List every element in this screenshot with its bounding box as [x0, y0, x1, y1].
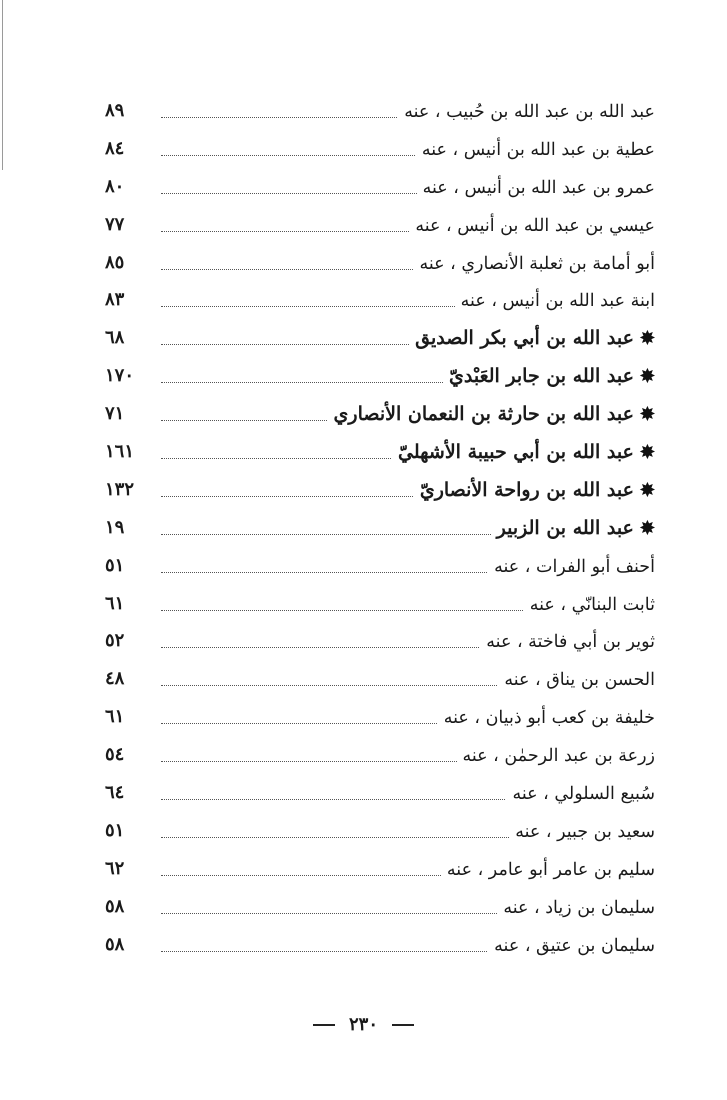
entry-label	[398, 102, 655, 122]
page-number: ٧٧	[105, 213, 125, 235]
index-entry	[105, 553, 655, 591]
entry-name: عمرو بن عبد الله بن أنيس ، عنه	[422, 177, 655, 198]
entry-label	[497, 898, 655, 918]
entry-name: سُبيع السلولي ، عنه	[512, 784, 655, 805]
page-number: ٥٨	[105, 933, 125, 955]
entry-name: زرعة بن عبد الرحمٰن ، عنه	[462, 746, 655, 767]
entry-label	[409, 327, 655, 349]
index-heading-entry	[105, 515, 655, 553]
index-entry	[105, 856, 655, 894]
entry-name: عبد الله بن أبي بكر الصديق	[415, 327, 634, 350]
folio-dash-right	[392, 1024, 414, 1026]
entry-label	[413, 254, 655, 274]
index-entry	[105, 894, 655, 932]
asterism-icon: ✸	[639, 442, 655, 464]
page-number: ٥٤	[105, 744, 125, 766]
entry-label	[509, 822, 655, 842]
index-list	[105, 98, 655, 969]
entry-label	[455, 291, 655, 311]
entry-label	[409, 216, 655, 236]
page-number: ٦٨	[105, 327, 125, 349]
entry-name: أبو أمامة بن ثعلبة الأنصاري ، عنه	[419, 253, 655, 274]
index-entry	[105, 742, 655, 780]
entry-label	[488, 936, 655, 956]
page-number: ٨٩	[105, 100, 125, 121]
entry-name: عبد الله بن أبي حبيبة الأشهليّ	[398, 441, 634, 464]
index-entry	[105, 136, 655, 174]
page-number: ٨٣	[105, 289, 125, 311]
page-number: ١٧٠	[105, 365, 135, 387]
page-number: ٨٠	[105, 175, 125, 197]
entry-name: سعيد بن جبير ، عنه	[515, 821, 655, 842]
entry-label	[457, 746, 656, 766]
entry-label	[488, 557, 655, 577]
folio-number: ٢٣٠	[348, 1014, 378, 1035]
entry-name: عيسي بن عبد الله بن أنيس ، عنه	[415, 215, 655, 236]
page-number: ٦١	[105, 706, 125, 728]
page-number: ٨٤	[105, 137, 125, 159]
index-heading-entry	[105, 325, 655, 363]
entry-label	[498, 670, 655, 690]
index-entry	[105, 98, 655, 136]
entry-label	[328, 403, 655, 425]
entry-label	[441, 860, 655, 880]
index-entry	[105, 628, 655, 666]
index-entry	[105, 591, 655, 629]
folio-dash-left	[313, 1024, 335, 1026]
entry-label	[438, 708, 655, 728]
index-entry	[105, 704, 655, 742]
page-number: ١٦١	[105, 441, 135, 463]
entry-label	[392, 441, 655, 463]
index-entry	[105, 287, 655, 325]
entry-name: سليمان بن زياد ، عنه	[503, 897, 655, 918]
index-heading-entry	[105, 363, 655, 401]
asterism-icon: ✸	[639, 404, 655, 426]
margin-rule	[2, 0, 3, 170]
page-number: ٧١	[105, 403, 125, 425]
page-number: ٦٤	[105, 782, 125, 804]
entry-label	[417, 178, 655, 198]
entry-name: سليم بن عامر أبو عامر ، عنه	[446, 859, 655, 880]
entry-name: عبد الله بن حارثة بن النعمان الأنصاري	[333, 403, 634, 426]
page-number: ٦٢	[105, 857, 125, 879]
entry-name: أحنف أبو الفرات ، عنه	[494, 556, 655, 577]
asterism-icon: ✸	[639, 517, 655, 539]
index-heading-entry	[105, 439, 655, 477]
index-entry	[105, 818, 655, 856]
index-entry	[105, 212, 655, 250]
page-number: ٥١	[105, 819, 125, 841]
index-entry	[105, 666, 655, 704]
entry-name: الحسن بن يناق ، عنه	[504, 670, 655, 691]
entry-label	[443, 365, 655, 387]
entry-label	[416, 140, 655, 160]
index-entry	[105, 780, 655, 818]
asterism-icon: ✸	[639, 479, 655, 501]
entry-label	[414, 479, 655, 501]
entry-name: عبد الله بن جابر العَبْديّ	[448, 365, 634, 388]
asterism-icon: ✸	[639, 366, 655, 388]
page-number: ١٩	[105, 516, 125, 538]
entry-name: عبد الله بن عبد الله بن حُبيب ، عنه	[404, 102, 655, 122]
entry-name: ابنة عبد الله بن أنيس ، عنه	[460, 291, 655, 312]
index-entry	[105, 250, 655, 288]
index-entry	[105, 174, 655, 212]
entry-name: ثابت البنانّي ، عنه	[529, 594, 655, 615]
index-entry	[105, 932, 655, 970]
page-number: ٥٢	[105, 630, 125, 652]
page-number: ٦١	[105, 592, 125, 614]
asterism-icon: ✸	[639, 328, 655, 350]
entry-name: عبد الله بن الزبير	[496, 516, 634, 539]
entry-name: سليمان بن عتيق ، عنه	[494, 935, 655, 956]
entry-label	[506, 784, 655, 804]
index-heading-entry	[105, 401, 655, 439]
entry-label	[480, 632, 655, 652]
entry-label	[491, 517, 655, 539]
entry-name: خليفة بن كعب أبو ذبيان ، عنه	[443, 708, 655, 729]
page-folio	[0, 1014, 727, 1035]
page-number: ٨٥	[105, 251, 125, 273]
entry-name: عبد الله بن رواحة الأنصاريّ	[419, 478, 634, 501]
entry-label	[524, 595, 655, 615]
entry-name: ثوير بن أبي فاختة ، عنه	[486, 632, 655, 653]
page-number: ٤٨	[105, 668, 125, 690]
page-number: ١٣٢	[105, 478, 135, 500]
page-number: ٥٨	[105, 895, 125, 917]
page-number: ٥١	[105, 554, 125, 576]
entry-name: عطية بن عبد الله بن أنيس ، عنه	[421, 139, 655, 160]
index-heading-entry	[105, 477, 655, 515]
